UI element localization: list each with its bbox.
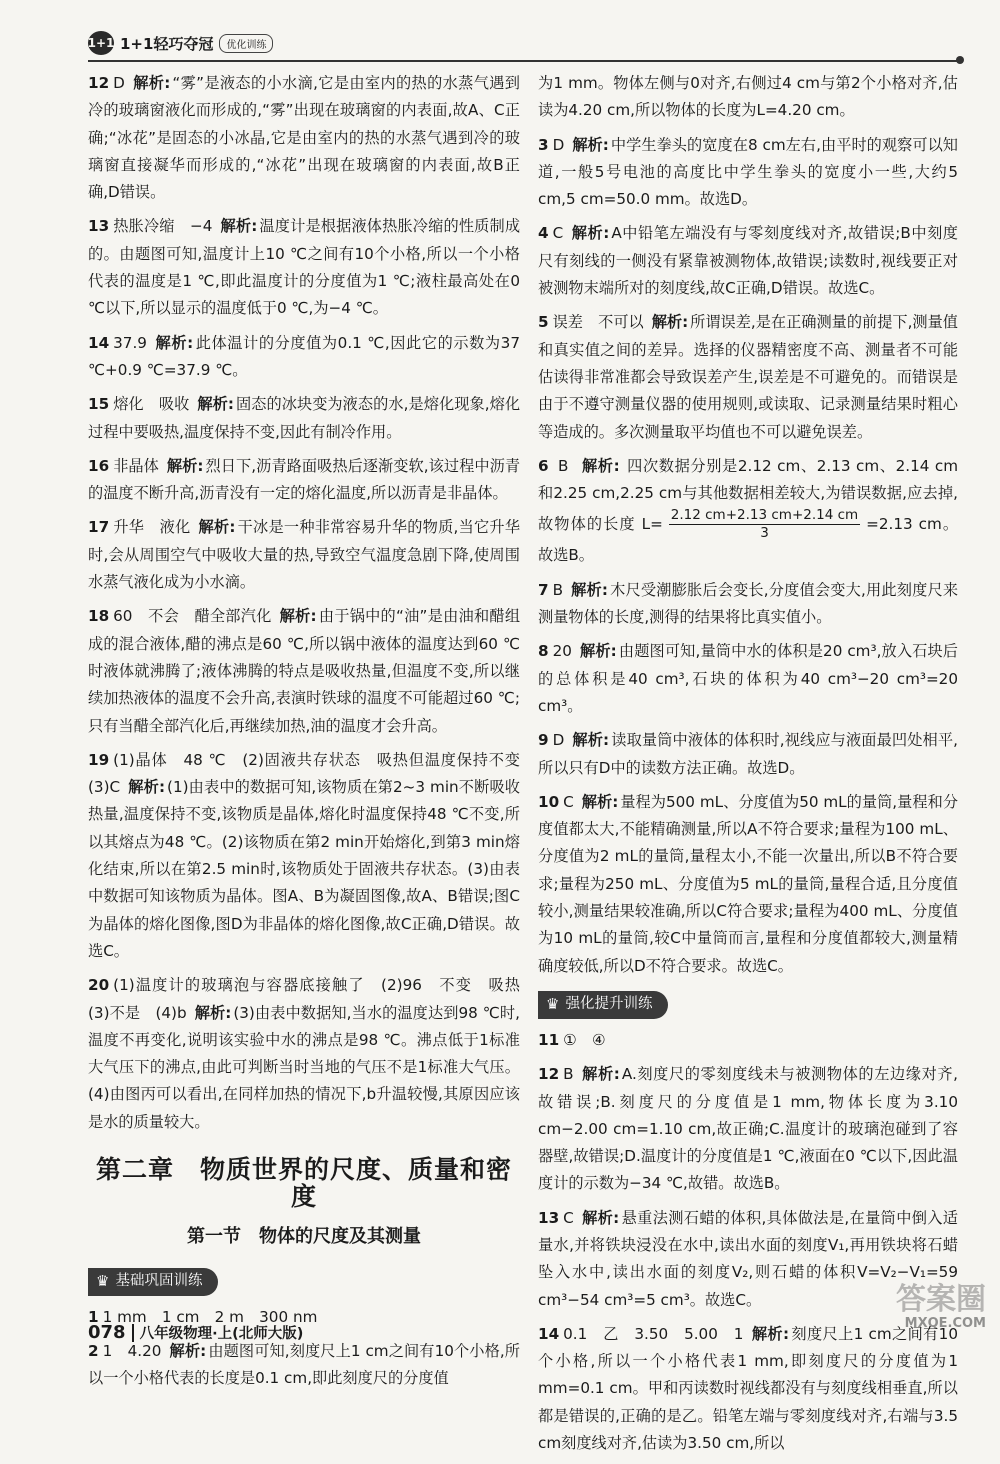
analysis-text: A中铅笔左端没有与零刻度线对齐,故错误;B中刻度尺有刻线的一侧没有紧靠被测物体,故错误;读数时,视线要正对被测物末端所对的刻度线,故C正确,D错误。故选C。 [538, 224, 958, 298]
question-number: 12 [88, 74, 110, 92]
answer-value: C [563, 1208, 574, 1227]
watermark-text: 答案圈 [896, 1282, 986, 1317]
answer-value: B [563, 1065, 574, 1084]
answer-item-17 [88, 514, 520, 596]
analysis-text: 由题图可知,刻度尺上1 cm之间有10个小格,所以一个小格代表的长度是0.1 cm,即此刻度尺的分度值 [88, 1342, 520, 1388]
analysis-text: 四次数据分别是2.12 cm、2.13 cm、2.14 cm和2.25 cm,2.25 cm与其他数据相差较大,为错误数据,应去掉,故物体的长度 L= [538, 456, 959, 534]
site-watermark [896, 1284, 986, 1332]
analysis-label: 解析: [279, 607, 317, 626]
basic-training-banner [88, 1268, 218, 1296]
answer-value: B [552, 580, 563, 599]
question-number: 12 [538, 1065, 560, 1084]
analysis-label: 解析: [194, 1003, 232, 1022]
fraction-denominator: 3 [760, 525, 769, 542]
question-number: 20 [88, 976, 110, 995]
answer-value: C [552, 224, 564, 243]
page-number: 078 [88, 1322, 126, 1343]
answer-value: 60 不会 醋全部汽化 [113, 607, 272, 626]
analysis-text: 此体温计的分度值为0.1 ℃,因此它的示数为37 ℃+0.9 ℃=37.9 ℃。 [88, 333, 520, 379]
brand-subtitle: 优化训练 [219, 34, 273, 53]
right-answer-list-3 [538, 1027, 958, 1457]
answer-item-8 [538, 638, 958, 720]
advanced-training-banner [538, 991, 668, 1019]
analysis-text: (3)由表中数据知,当水的温度达到98 ℃时,温度不再变化,说明该实验中水的沸点是98 ℃。沸点低于1标准大气压下的沸点,由此可判断当时当地的气压不是1标准大气压。(4)由图丙可以看出,在同样加热的情况下,b升温较慢,其原因应该是水的质量较大。 [88, 1003, 521, 1131]
analysis-text: (1)由表中的数据可知,该物质在第2~3 min不断吸收热量,温度保持不变,该物质是晶体,熔化时温度保持48 ℃不变,所以其熔点为48 ℃。(2)该物质在第2 min开始熔化,到第3 min熔化结束,所以在第2.5 min时,该物质处于固液共存状态。(3)由表中数据可知该物质为晶体。图A、B为凝固图像,故A、B错误;图C为晶体的熔化图像,图D为非晶体的熔化图像,故C正确,D错误。故选C。 [88, 778, 520, 960]
analysis-label: 解析: [571, 224, 610, 243]
analysis-label: 解析: [581, 456, 620, 475]
answer-value: D [113, 74, 125, 92]
header-rule [88, 60, 960, 62]
banner-label: 基础巩固训练 [115, 1273, 203, 1290]
answer-item-16 [88, 453, 520, 508]
answer-value: 升华 液化 [113, 518, 191, 537]
answer-item-6 [538, 453, 958, 570]
answer-value: 1 mm 1 cm 2 m 300 nm [102, 1307, 318, 1326]
answer-value: D [552, 731, 565, 750]
brand-logo: 1+1 [88, 31, 114, 55]
chapter-title: 第二章 物质世界的尺度、质量和密度 [95, 1154, 512, 1212]
page-footer [88, 1322, 303, 1343]
header-rule-dot [956, 56, 964, 64]
answer-item-19 [88, 747, 536, 965]
answer-item-4 [538, 220, 958, 302]
answer-item-15 [88, 391, 520, 446]
answer-item-13 [88, 213, 520, 322]
analysis-text: 悬重法测石蜡的体积,具体做法是,在量筒中倒入适量水,并将铁块浸没在水中,读出水面的刻度V₁,再用铁块将石蜡坠入水中,读出水面的刻度V₂,则石蜡的体积V=V₂−V₁=59 cm³−54 cm³=5 cm³。故选C。 [538, 1208, 958, 1309]
analysis-label: 解析: [154, 333, 194, 352]
answer-item-7 [538, 577, 958, 632]
answer-item-11 [538, 1027, 958, 1054]
question-number: 5 [538, 313, 549, 332]
analysis-text: 固态的冰块变为液态的水,是熔化现象,熔化过程中要吸热,温度保持不变,因此有制冷作用。 [88, 395, 521, 441]
brand-title: 1+1轻巧夺冠 [120, 34, 214, 53]
answer-item-13 [538, 1205, 958, 1314]
analysis-text: “雾”是液态的小水滴,它是由室内的热的水蒸气遇到冷的玻璃窗液化而形成的,“雾”出现在玻璃窗的内表面,故A、C正确;“冰花”是固态的小冰晶,它是由室内的热的水蒸气遇到冷的玻璃窗直接凝华而形成的,“冰花”出现在玻璃窗的内表面,故B正确,D错误。 [88, 74, 520, 202]
question-number: 17 [88, 518, 110, 537]
answer-value: 非晶体 [113, 456, 159, 475]
section-title: 第一节 物体的尺度及其测量 [187, 1225, 421, 1247]
answer-item-14 [538, 1321, 958, 1457]
answer-value: 37.9 [113, 333, 147, 352]
analysis-text: 由题图可知,量筒中水的体积是20 cm³,放入石块后的总体积是40 cm³,石块的体积为40 cm³−20 cm³=20 cm³。 [538, 642, 958, 715]
right-answer-list-2 [538, 577, 958, 980]
analysis-text: 中学生拳头的宽度在8 cm左右,由平时的观察可以知道,一般5号电池的高度比中学生拳头的宽度小一些,大约5 cm,5 cm=50.0 mm。故选D。 [538, 135, 958, 209]
analysis-label: 解析: [220, 217, 258, 236]
page-header [88, 30, 960, 62]
answer-item-2 [88, 1338, 520, 1393]
question-number: 2 [88, 1342, 99, 1361]
right-column [538, 70, 958, 1464]
left-column [88, 70, 536, 1400]
answer-item-14 [88, 330, 520, 385]
answer-value: 热胀冷缩 −4 [113, 217, 213, 236]
question-number: 9 [538, 731, 549, 750]
crown-icon: ♛ [546, 995, 560, 1014]
answer-value: 1 4.20 [102, 1342, 162, 1361]
analysis-text: 木尺受潮膨胀后会变长,分度值会变大,用此刻度尺来测量物体的长度,测得的结果将比真实值小。 [538, 580, 959, 627]
brand [88, 30, 273, 56]
crown-icon: ♛ [96, 1272, 110, 1291]
question-number: 4 [538, 224, 549, 243]
book-title: 八年级物理·上(北师大版) [139, 1326, 304, 1342]
answer-value: ① ④ [563, 1030, 606, 1049]
answer-item-12 [88, 70, 520, 206]
analysis-label: 解析: [581, 1208, 620, 1227]
fraction-numerator: 2.12 cm+2.13 cm+2.14 cm [670, 507, 859, 524]
analysis-label: 解析: [197, 395, 234, 414]
answer-value: 20 [552, 642, 572, 661]
question-number: 14 [88, 333, 110, 352]
question-number: 13 [88, 217, 110, 236]
continued-answer: 为1 mm。物体左侧与0对齐,右侧过4 cm与第2个小格对齐,估读为4.20 cm,所以物体的长度为L=4.20 cm。 [538, 74, 958, 120]
answer-value: D [552, 135, 565, 154]
analysis-label: 解析: [571, 580, 608, 599]
analysis-label: 解析: [128, 778, 166, 797]
analysis-label: 解析: [651, 313, 689, 332]
answer-item-18 [88, 603, 520, 739]
answer-item-5 [538, 309, 958, 445]
analysis-text: 烈日下,沥青路面吸热后逐渐变软,该过程中沥青的温度不断升高,沥青没有一定的熔化温度,所以沥青是非晶体。 [88, 456, 521, 503]
left-answer-list [88, 70, 536, 1136]
answer-value: (1)晶体 48 ℃ (2)固液共存状态 吸热但温度保持不变 (3)C [88, 750, 536, 797]
analysis-label: 解析: [132, 74, 171, 92]
analysis-text: 温度计是根据液体热胀冷缩的性质制成的。由题图可知,温度计上10 ℃之间有10个小格,所以一个小格代表的温度是1 ℃,即此温度计的分度值为1 ℃;液柱最高处在0 ℃以下,所以显示的温度低于0 ℃,为−4 ℃。 [88, 217, 521, 318]
question-number: 8 [538, 642, 549, 661]
analysis-label: 解析: [581, 1065, 620, 1084]
analysis-text: A.刻度尺的零刻度线未与被测物体的左边缘对齐,故错误;B.刻度尺的分度值是1 mm,物体长度为3.10 cm−2.00 cm=1.10 cm,故正确;C.温度计的玻璃泡碰到了容器壁,故错误;D.温度计的分度值是1 ℃,液面在0 ℃以下,因此温度计的示数为−34 ℃,故错。故选B。 [538, 1065, 959, 1193]
answer-item-20 [88, 972, 536, 1136]
footer-separator [132, 1324, 134, 1342]
analysis-label: 解析: [198, 518, 236, 537]
question-number: 13 [538, 1208, 560, 1227]
average-fraction [669, 507, 860, 542]
question-number: 1 [88, 1307, 99, 1326]
question-number: 10 [538, 792, 560, 811]
analysis-text: 量程为500 mL、分度值为50 mL的量筒,量程和分度值都太大,不能精确测量,所以A不符合要求;量程为100 mL、分度值为2 mL的量筒,量程太小,不能一次量出,所以B不符合要求;量程为250 mL、分度值为5 mL的量筒,量程合适,且分度值较小,测量结果较准确,所以C符合要求;量程为400 mL、分度值为10 mL的量筒,较C中量筒而言,量程和分度值都较大,测量精确度较低,所以D不符合要求。故选C。 [538, 792, 959, 975]
analysis-label: 解析: [572, 135, 609, 154]
question-number: 19 [88, 750, 110, 769]
analysis-text-end: =2.13 cm。故选B。 [538, 515, 959, 565]
analysis-text: 由于锅中的“油”是由油和醋组成的混合液体,醋的沸点是60 ℃,所以锅中液体的温度达到60 ℃时液体就沸腾了;液体沸腾的特点是吸收热量,但温度不变,所以继续加热液体的温度不会升高,表演时铁球的温度不可能超过60 ℃;只有当醋全部汽化后,再继续加热,油的温度才会升高。 [88, 607, 521, 735]
answer-value: (1)温度计的玻璃泡与容器底接触了 (2)96 不变 吸热 (3)不是 (4)b [88, 976, 536, 1022]
answer-item-12 [538, 1061, 958, 1197]
right-answer-list [538, 132, 958, 446]
question-number: 14 [538, 1324, 560, 1343]
answer-value: C [563, 792, 574, 811]
answer-value: 熔化 吸收 [113, 395, 190, 414]
answer-item-3 [538, 132, 958, 214]
analysis-label: 解析: [579, 642, 617, 661]
question-number: 15 [88, 395, 110, 414]
analysis-label: 解析: [166, 456, 204, 475]
analysis-text: 读取量筒中液体的体积时,视线应与液面最凹处相平,所以只有D中的读数方法正确。故选D。 [538, 731, 959, 777]
analysis-text: 所谓误差,是在正确测量的前提下,测量值和真实值之间的差异。选择的仪器精密度不高、测量者不可能估读得非常准都会导致误差产生,误差是不可避免的。而错误是由于不遵守测量仪器的使用规则,或读取、记录测量结果时粗心等造成的。多次测量取平均值也不可以避免误差。 [538, 313, 958, 441]
question-number: 11 [538, 1030, 560, 1049]
basic-answer-list [88, 1304, 520, 1393]
question-number: 16 [88, 456, 110, 475]
question-number: 18 [88, 607, 110, 626]
watermark-url: MXQE.COM [904, 1316, 986, 1331]
answer-item-9 [538, 727, 958, 782]
question-number: 6 [538, 456, 549, 475]
answer-value: 误差 不可以 [552, 313, 644, 332]
answer-value: B [558, 456, 569, 475]
answer-value: 0.1 乙 3.50 5.00 1 [563, 1324, 744, 1343]
analysis-text: 刻度尺上1 cm之间有10个小格,所以一个小格代表1 mm,即刻度尺的分度值为1 mm=0.1 cm。甲和丙读数时视线都没有与刻度线相垂直,所以都是错误的,正确的是乙。铅笔左端与零刻度线对齐,右端与3.5 cm刻度线对齐,估读为3.50 cm,所以 [538, 1324, 959, 1453]
analysis-label: 解析: [169, 1342, 207, 1361]
question-number: 3 [538, 135, 549, 154]
answer-item-10 [538, 789, 958, 980]
banner-label: 强化提升训练 [565, 996, 653, 1013]
analysis-label: 解析: [751, 1324, 790, 1343]
question-number: 7 [538, 580, 549, 599]
analysis-label: 解析: [572, 731, 610, 750]
analysis-text: 干冰是一种非常容易升华的物质,当它升华时,会从周围空气中吸收大量的热,导致空气温度急剧下降,使周围水蒸气液化成为小水滴。 [88, 518, 521, 592]
analysis-label: 解析: [581, 792, 619, 811]
